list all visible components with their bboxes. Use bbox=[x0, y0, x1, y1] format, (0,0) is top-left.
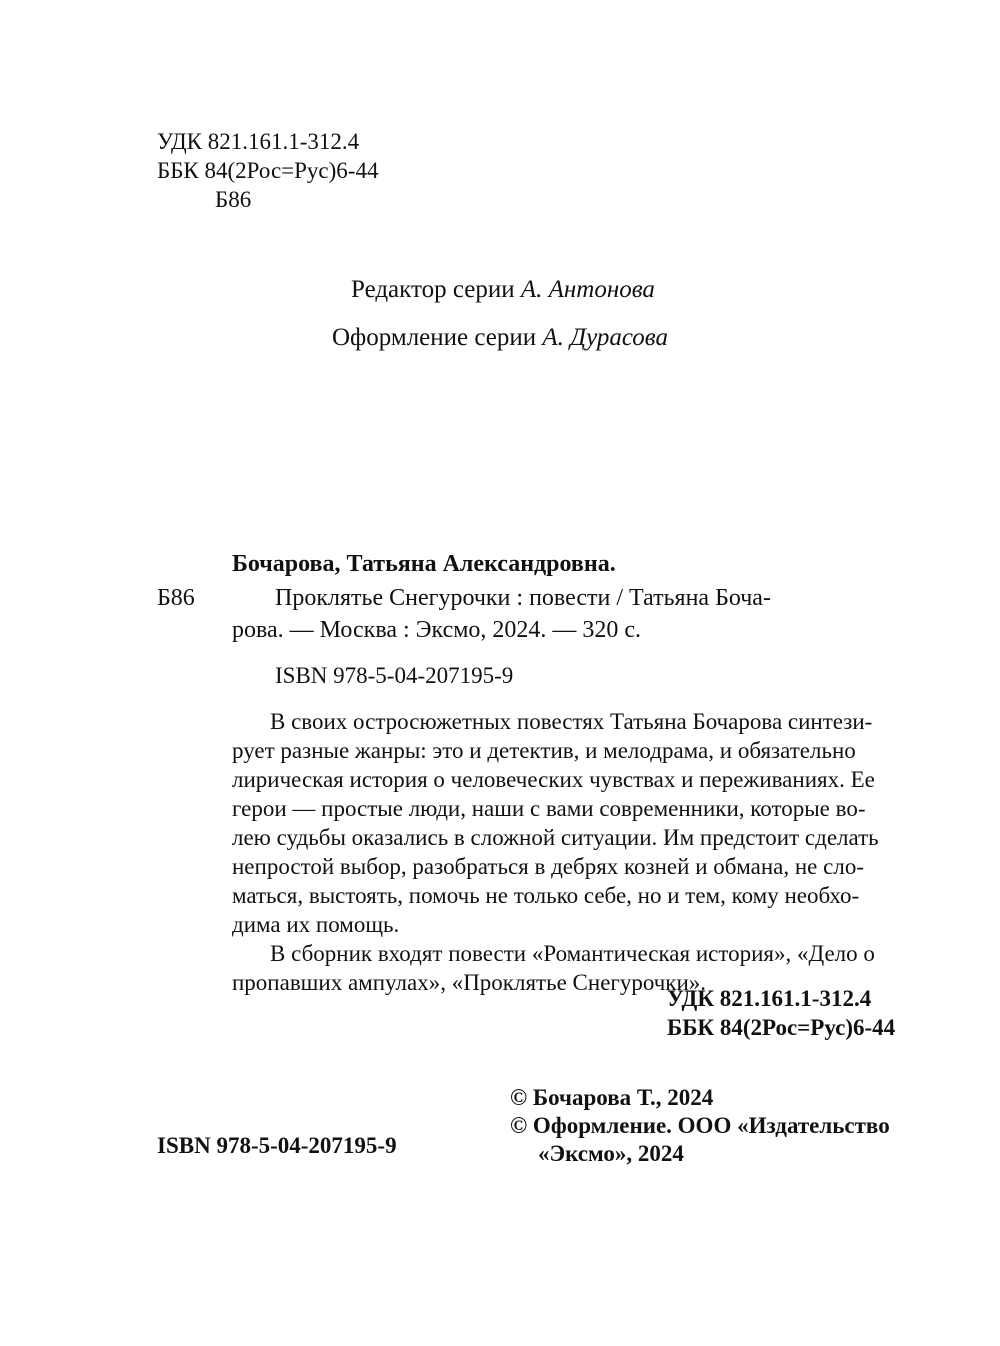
udk-code-bottom: УДК 821.161.1-312.4 bbox=[667, 986, 872, 1011]
copyright-design-cont: «Эксмо», 2024 bbox=[538, 1141, 684, 1166]
annotation-line: непростой выбор, разобраться в дебрях козней и обмана, не сло- bbox=[232, 854, 864, 879]
annotation-line: В своих остросюжетных повестях Татьяна Бочарова синтези- bbox=[270, 709, 873, 734]
author-code-top: Б86 bbox=[215, 187, 252, 212]
copyright-author: © Бочарова Т., 2024 bbox=[510, 1085, 714, 1110]
annotation-line: лирическая история о человеческих чувствах и переживаниях. Ее bbox=[232, 767, 875, 792]
annotation-line: герои — простые люди, наши с вами современники, которые во- bbox=[232, 796, 866, 821]
isbn-bottom: ISBN 978-5-04-207195-9 bbox=[157, 1133, 397, 1158]
annotation-line: рует разные жанры: это и детектив, и мелодрама, и обязательно bbox=[232, 738, 856, 763]
annotation-line: пропавших ампулах», «Проклятье Снегурочки». bbox=[232, 970, 707, 995]
catalog-isbn: ISBN 978-5-04-207195-9 bbox=[275, 663, 514, 688]
annotation-line: лею судьбы оказались в сложной ситуации. Им предстоит сделать bbox=[232, 825, 879, 850]
bbk-code-bottom: ББК 84(2Рос=Рус)6-44 bbox=[667, 1015, 896, 1040]
catalog-title-line: Проклятье Снегурочки : повести / Татьяна Боча- bbox=[275, 585, 771, 611]
annotation-line: маться, выстоять, помочь не только себе, но и тем, кому необхо- bbox=[232, 883, 860, 908]
series-designer bbox=[332, 323, 668, 352]
catalog-title-line: рова. — Москва : Эксмо, 2024. — 320 с. bbox=[232, 617, 642, 643]
copyright-design: © Оформление. ООО «Издательство bbox=[510, 1113, 890, 1138]
catalog-author-code: Б86 bbox=[157, 585, 195, 611]
annotation-line: дима их помощь. bbox=[232, 912, 400, 937]
series-designer-role: Оформление серии bbox=[332, 324, 543, 351]
series-designer-name: А. Дурасова bbox=[542, 324, 668, 351]
annotation-line: В сборник входят повести «Романтическая история», «Дело о bbox=[270, 941, 875, 966]
bbk-code-top: ББК 84(2Рос=Рус)6-44 bbox=[157, 158, 379, 183]
catalog-author: Бочарова, Татьяна Александровна. bbox=[232, 551, 616, 577]
series-editor-role: Редактор серии bbox=[351, 276, 521, 303]
udk-code-top: УДК 821.161.1-312.4 bbox=[157, 129, 360, 154]
series-editor-name: А. Антонова bbox=[520, 276, 655, 303]
series-editor bbox=[351, 275, 655, 304]
